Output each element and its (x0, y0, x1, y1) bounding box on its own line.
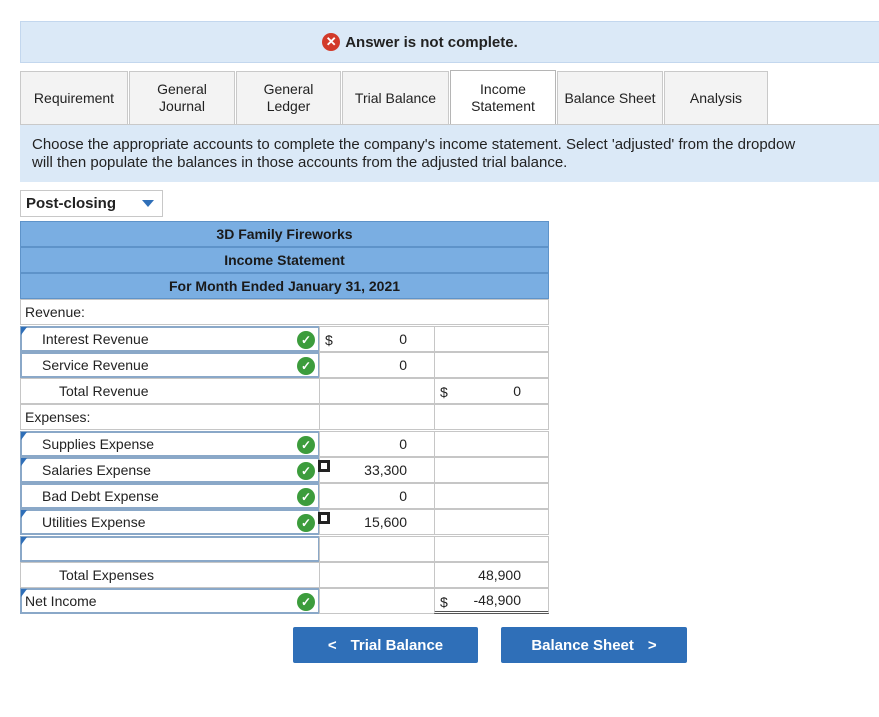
check-icon: ✓ (297, 593, 315, 611)
amount-cell (319, 404, 435, 430)
tab-label: General Ledger (263, 81, 314, 114)
check-icon: ✓ (297, 462, 315, 480)
net-income-select[interactable] (20, 588, 320, 614)
net-income-amount[interactable] (434, 588, 549, 614)
prev-button-label: Trial Balance (350, 636, 444, 654)
balance-type-dropdown[interactable] (20, 190, 163, 217)
amount-cell[interactable] (434, 352, 549, 378)
amount-value: 0 (399, 436, 407, 452)
account-name: Service Revenue (42, 357, 149, 373)
amount-cell (319, 562, 435, 588)
amount-value: 33,300 (364, 462, 407, 478)
instructions-line-2: will then populate the balances in those accounts from the adjusted trial balance. (32, 154, 568, 171)
amount-value: 0 (399, 488, 407, 504)
check-icon: ✓ (297, 357, 315, 375)
dollar-sign: $ (440, 594, 448, 610)
amount-cell[interactable] (319, 483, 435, 509)
x-circle-icon: ✕ (322, 33, 340, 51)
chevron-right-icon: > (647, 636, 657, 654)
edited-marker-icon (318, 460, 330, 472)
dollar-sign: $ (440, 384, 448, 400)
amount-cell[interactable] (434, 431, 549, 457)
instructions (20, 125, 879, 182)
amount-cell[interactable] (319, 352, 435, 378)
account-select-empty[interactable] (20, 536, 320, 562)
amount-value: 0 (399, 357, 407, 373)
flag-icon (21, 589, 27, 597)
instructions-line-1: Choose the appropriate accounts to complete the company's income statement. Select 'adjusted' from the dropdow (32, 136, 796, 153)
tab-requirement[interactable] (20, 71, 128, 124)
account-name: Utilities Expense (42, 514, 146, 530)
amount-cell[interactable] (319, 536, 435, 562)
check-icon: ✓ (297, 331, 315, 349)
tab-balance-sheet[interactable] (557, 71, 663, 124)
amount-cell[interactable] (319, 509, 435, 535)
statement-period: For Month Ended January 31, 2021 (20, 273, 549, 299)
chevron-down-icon (142, 200, 154, 207)
tab-income-statement[interactable] (450, 70, 556, 125)
amount-cell (319, 378, 435, 404)
tab-label: Trial Balance (354, 89, 437, 106)
amount-cell[interactable] (319, 326, 435, 352)
prev-trial-balance-button[interactable] (293, 627, 478, 663)
account-name: Salaries Expense (42, 462, 151, 478)
amount-cell (434, 404, 549, 430)
account-select[interactable] (20, 352, 320, 378)
flag-icon (21, 327, 27, 335)
status-message: Answer is not complete. (345, 33, 518, 51)
account-name: Net Income (25, 593, 97, 609)
amount-cell[interactable] (434, 536, 549, 562)
amount-value: 0 (399, 331, 407, 347)
amount-value: 15,600 (364, 514, 407, 530)
account-name: Bad Debt Expense (42, 488, 159, 504)
tab-general-ledger[interactable] (236, 71, 341, 124)
check-icon: ✓ (297, 436, 315, 454)
total-revenue-label: Total Revenue (20, 378, 320, 404)
next-balance-sheet-button[interactable] (501, 627, 687, 663)
account-select[interactable] (20, 457, 320, 483)
tab-label: Requirement (33, 89, 115, 106)
total-expenses-label: Total Expenses (20, 562, 320, 588)
total-expenses-amount[interactable] (434, 562, 549, 588)
account-select[interactable] (20, 509, 320, 535)
tab-label: Balance Sheet (564, 89, 656, 106)
tab-label: Analysis (689, 89, 743, 106)
tab-analysis[interactable] (664, 71, 768, 124)
revenue-label: Revenue: (20, 299, 549, 325)
amount-value: 48,900 (478, 567, 521, 583)
check-icon: ✓ (297, 488, 315, 506)
next-button-label: Balance Sheet (531, 636, 634, 654)
account-name: Interest Revenue (42, 331, 149, 347)
check-icon: ✓ (297, 514, 315, 532)
amount-cell (319, 588, 435, 614)
tab-trial-balance[interactable] (342, 71, 449, 124)
amount-cell[interactable] (434, 509, 549, 535)
dollar-sign: $ (325, 332, 333, 348)
account-name: Supplies Expense (42, 436, 155, 452)
expenses-label: Expenses: (20, 404, 320, 430)
total-revenue-amount[interactable] (434, 378, 549, 404)
amount-value: -48,900 (473, 592, 521, 608)
amount-cell[interactable] (319, 431, 435, 457)
amount-cell[interactable] (319, 457, 435, 483)
account-select[interactable] (20, 431, 320, 457)
amount-cell[interactable] (434, 326, 549, 352)
tab-label: General Journal (157, 81, 207, 114)
tab-general-journal[interactable] (129, 71, 235, 124)
tab-label: Income Statement (471, 81, 535, 114)
chevron-left-icon: < (327, 636, 337, 654)
flag-icon (21, 510, 27, 518)
account-select[interactable] (20, 483, 320, 509)
status-banner (20, 21, 879, 63)
flag-icon (21, 537, 27, 545)
dropdown-value: Post-closing (26, 195, 117, 212)
amount-cell[interactable] (434, 457, 549, 483)
company-name: 3D Family Fireworks (20, 221, 549, 247)
statement-title: Income Statement (20, 247, 549, 273)
amount-cell[interactable] (434, 483, 549, 509)
edited-marker-icon (318, 512, 330, 524)
amount-value: 0 (513, 383, 521, 399)
account-select[interactable] (20, 326, 320, 352)
flag-icon (21, 432, 27, 440)
flag-icon (21, 458, 27, 466)
